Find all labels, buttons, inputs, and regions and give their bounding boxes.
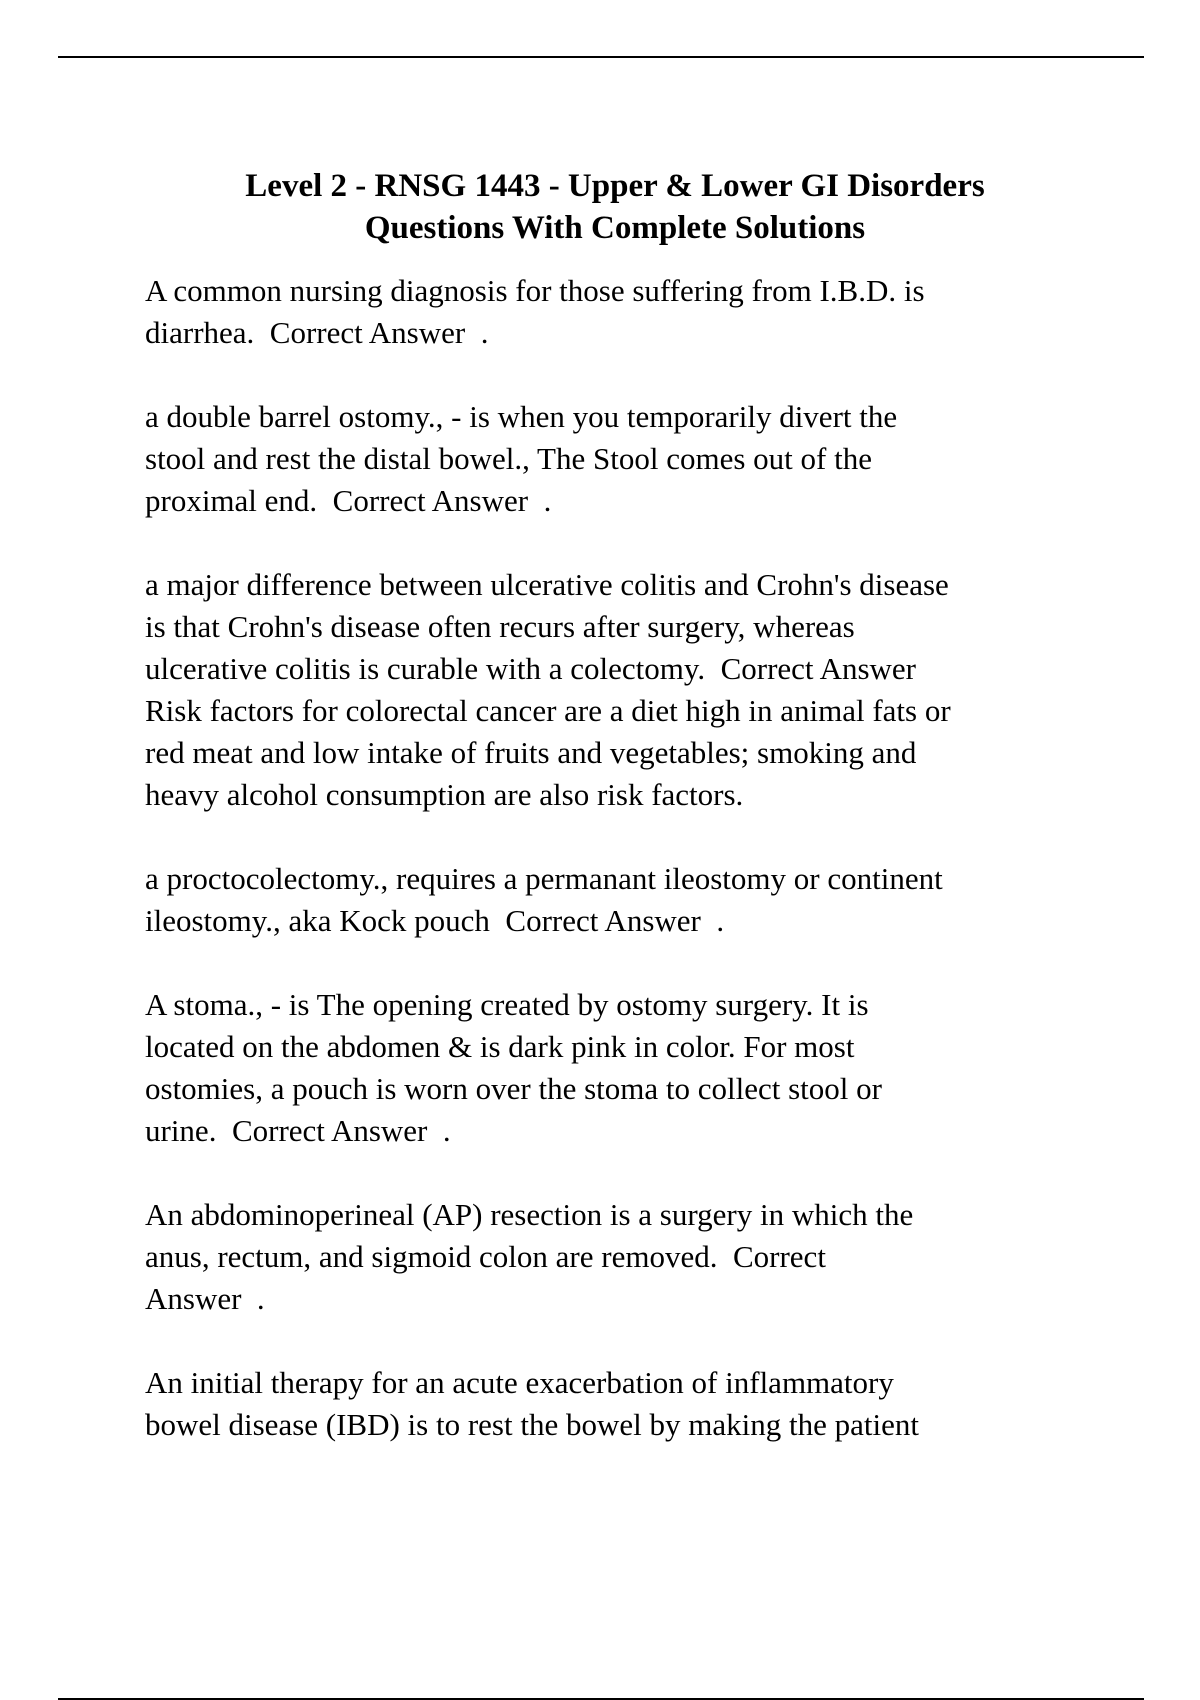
entry-line: heavy alcohol consumption are also risk factors. <box>145 777 744 812</box>
title-line-2: Questions With Complete Solutions <box>364 210 866 247</box>
entry-line: stool and rest the distal bowel., The Stool comes out of the <box>145 441 872 476</box>
entry-line: proximal end. Correct Answer . <box>145 483 552 518</box>
entry-line: A common nursing diagnosis for those suffering from I.B.D. is <box>145 273 925 308</box>
entry-line: anus, rectum, and sigmoid colon are removed. Correct <box>145 1239 826 1274</box>
qa-entry <box>145 564 1105 816</box>
entry-line: A stoma., - is The opening created by ostomy surgery. It is <box>145 987 869 1022</box>
entry-line: An abdominoperineal (AP) resection is a surgery in which the <box>145 1197 914 1232</box>
qa-entry <box>145 984 1105 1152</box>
qa-entry <box>145 270 1105 354</box>
qa-entry <box>145 1194 1105 1320</box>
page-title <box>145 165 1085 249</box>
qa-entry <box>145 1362 1105 1446</box>
top-rule <box>58 56 1144 58</box>
entry-line: Answer . <box>145 1281 265 1316</box>
entry-line: An initial therapy for an acute exacerbation of inflammatory <box>145 1365 894 1400</box>
entry-line: urine. Correct Answer . <box>145 1113 451 1148</box>
title-line-1: Level 2 - RNSG 1443 - Upper & Lower GI Disorders <box>245 168 985 205</box>
entry-line: ulcerative colitis is curable with a colectomy. Correct Answer <box>145 651 917 686</box>
entry-line: located on the abdomen & is dark pink in color. For most <box>145 1029 855 1064</box>
qa-list <box>145 270 1105 1488</box>
entry-line: is that Crohn's disease often recurs after surgery, whereas <box>145 609 855 644</box>
entry-line: bowel disease (IBD) is to rest the bowel by making the patient <box>145 1407 919 1442</box>
entry-line: ileostomy., aka Kock pouch Correct Answer . <box>145 903 725 938</box>
entry-line: Risk factors for colorectal cancer are a diet high in animal fats or <box>145 693 951 728</box>
entry-line: diarrhea. Correct Answer . <box>145 315 489 350</box>
entry-line: a proctocolectomy., requires a permanant ileostomy or continent <box>145 861 943 896</box>
entry-line: a major difference between ulcerative colitis and Crohn's disease <box>145 567 949 602</box>
entry-line: red meat and low intake of fruits and vegetables; smoking and <box>145 735 917 770</box>
entry-line: ostomies, a pouch is worn over the stoma to collect stool or <box>145 1071 882 1106</box>
entry-line: a double barrel ostomy., - is when you temporarily divert the <box>145 399 898 434</box>
qa-entry <box>145 858 1105 942</box>
qa-entry <box>145 396 1105 522</box>
